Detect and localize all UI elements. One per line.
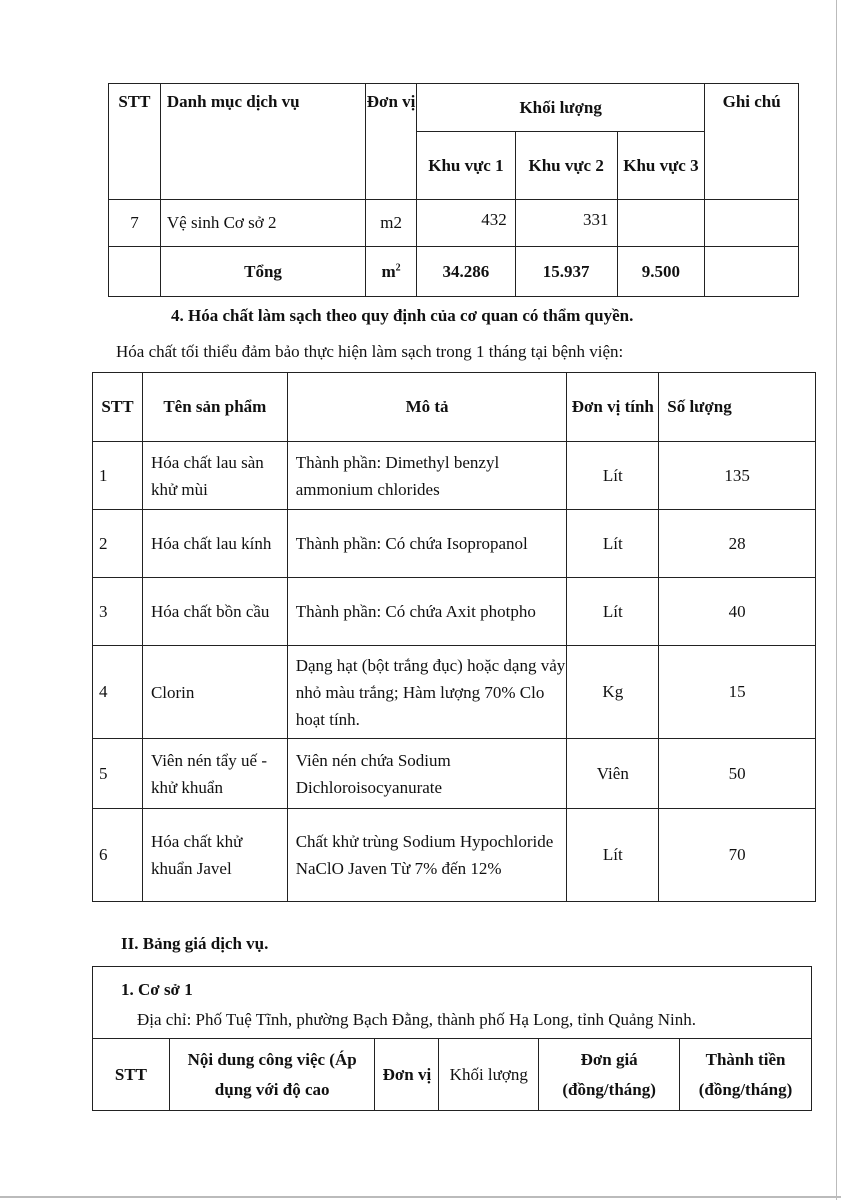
row-note xyxy=(705,200,799,247)
section-4-title: 4. Hóa chất làm sạch theo quy định của cơ quan có thẩm quyền. xyxy=(171,306,634,325)
row-description: Thành phần: Có chứa Isopropanol xyxy=(287,510,567,578)
col-note: Ghi chú xyxy=(705,84,799,200)
col-area-3: Khu vực 3 xyxy=(617,132,705,200)
row-name: Vệ sinh Cơ sở 2 xyxy=(160,200,365,247)
col-area-2: Khu vực 2 xyxy=(515,132,617,200)
total-note xyxy=(705,247,799,297)
total-label: Tổng xyxy=(160,247,365,297)
col-unit: Đơn vị xyxy=(375,1039,439,1111)
section-II-title: II. Bảng giá dịch vụ. xyxy=(121,934,269,953)
col-content: Nội dung công việc (Áp dụng với độ cao xyxy=(169,1039,375,1111)
row-unit: Lít xyxy=(567,510,659,578)
table-row xyxy=(93,646,816,739)
col-stt: STT xyxy=(93,373,143,442)
chemicals-table xyxy=(92,372,816,902)
col-stt: STT xyxy=(109,84,161,200)
row-description: Dạng hạt (bột trắng đục) hoặc dạng vảy nhỏ màu trắng; Hàm lượng 70% Clo hoạt tính. xyxy=(287,646,567,739)
row-quantity: 70 xyxy=(659,809,816,902)
col-quantity: Số lượng xyxy=(659,373,816,442)
row-unit: Lít xyxy=(567,442,659,510)
total-area-1: 34.286 xyxy=(417,247,516,297)
row-description: Thành phần: Dimethyl benzyl ammonium chlorides xyxy=(287,442,567,510)
col-unit: Đơn vị xyxy=(366,84,417,200)
site-title: 1. Cơ sở 1 xyxy=(121,980,193,999)
row-product: Hóa chất lau sàn khử mùi xyxy=(142,442,287,510)
total-row xyxy=(109,247,799,297)
row-quantity: 15 xyxy=(659,646,816,739)
total-area-2: 15.937 xyxy=(515,247,617,297)
table-row xyxy=(109,200,799,247)
row-stt: 1 xyxy=(93,442,143,510)
row-product: Hóa chất bồn cầu xyxy=(142,578,287,646)
table-row xyxy=(93,578,816,646)
col-stt: STT xyxy=(93,1039,170,1111)
row-product: Hóa chất lau kính xyxy=(142,510,287,578)
col-volume: Khối lượng xyxy=(417,84,705,132)
row-area-2: 331 xyxy=(515,200,617,247)
row-product: Hóa chất khử khuẩn Javel xyxy=(142,809,287,902)
section-4-intro: Hóa chất tối thiểu đảm bảo thực hiện làm sạch trong 1 tháng tại bệnh viện: xyxy=(116,342,624,361)
site-address: Địa chỉ: Phố Tuệ Tĩnh, phường Bạch Đằng, thành phố Hạ Long, tỉnh Quảng Ninh. xyxy=(137,1010,697,1029)
col-category: Danh mục dịch vụ xyxy=(160,84,365,200)
margin-stamp-mark xyxy=(832,515,837,625)
row-stt: 5 xyxy=(93,739,143,809)
col-product: Tên sản phẩm xyxy=(142,373,287,442)
table-row xyxy=(93,809,816,902)
row-quantity: 28 xyxy=(659,510,816,578)
col-unit: Đơn vị tính xyxy=(567,373,659,442)
row-area-1: 432 xyxy=(417,200,516,247)
row-unit: Kg xyxy=(567,646,659,739)
row-quantity: 135 xyxy=(659,442,816,510)
col-total: Thành tiền (đồng/tháng) xyxy=(680,1039,812,1111)
row-stt: 2 xyxy=(93,510,143,578)
page-bottom-edge xyxy=(0,1196,841,1198)
row-description: Thành phần: Có chứa Axit photpho xyxy=(287,578,567,646)
site-info xyxy=(93,967,812,1039)
total-stt xyxy=(109,247,161,297)
total-unit-sup: 2 xyxy=(395,261,401,273)
total-area-3: 9.500 xyxy=(617,247,705,297)
row-area-3 xyxy=(617,200,705,247)
row-stt: 3 xyxy=(93,578,143,646)
col-area-1: Khu vực 1 xyxy=(417,132,516,200)
row-stt: 7 xyxy=(109,200,161,247)
col-volume: Khối lượng xyxy=(439,1039,539,1111)
row-unit: Lít xyxy=(567,809,659,902)
row-quantity: 50 xyxy=(659,739,816,809)
total-unit xyxy=(366,247,417,297)
row-unit: Lít xyxy=(567,578,659,646)
row-stt: 4 xyxy=(93,646,143,739)
row-product: Clorin xyxy=(142,646,287,739)
row-unit: Viên xyxy=(567,739,659,809)
row-unit: m2 xyxy=(366,200,417,247)
row-description: Viên nén chứa Sodium Dichloroisocyanurate xyxy=(287,739,567,809)
price-table xyxy=(92,966,812,1111)
table-row xyxy=(93,442,816,510)
col-description: Mô tả xyxy=(287,373,567,442)
service-volume-table xyxy=(108,83,799,297)
row-stt: 6 xyxy=(93,809,143,902)
col-price: Đơn giá (đồng/tháng) xyxy=(539,1039,680,1111)
table-row xyxy=(93,739,816,809)
row-description: Chất khử trùng Sodium Hypochloride NaClO Javen Từ 7% đến 12% xyxy=(287,809,567,902)
table-row xyxy=(93,510,816,578)
row-product: Viên nén tẩy uế - khử khuẩn xyxy=(142,739,287,809)
total-unit-base: m xyxy=(381,261,396,281)
row-quantity: 40 xyxy=(659,578,816,646)
